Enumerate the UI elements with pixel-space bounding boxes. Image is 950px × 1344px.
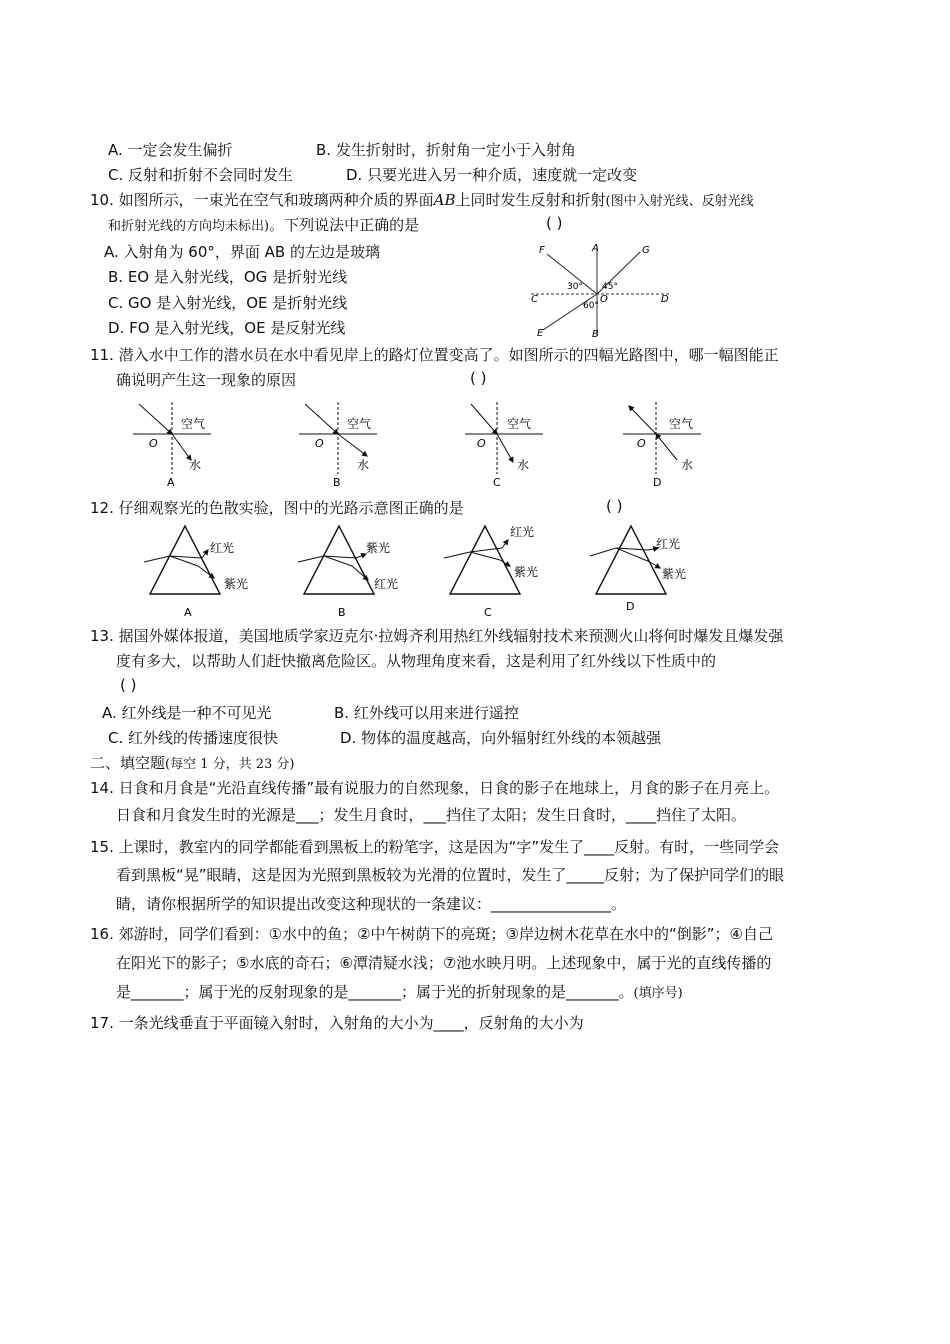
fig-label-b: B	[592, 329, 599, 338]
q10-answer-paren: ( )	[546, 214, 563, 232]
svg-text:D: D	[626, 600, 635, 613]
svg-text:空气: 空气	[181, 417, 206, 431]
svg-text:紫光: 紫光	[662, 567, 687, 581]
q11-diagram-a	[133, 402, 211, 489]
q10-option-d: D. FO 是入射光线，OE 是反射光线	[108, 319, 346, 337]
svg-text:C: C	[484, 606, 492, 619]
fig-angle-30: 30°	[567, 282, 583, 292]
fig-angle-60: 60°	[583, 301, 599, 311]
q13-option-a: A. 红外线是一种不可见光	[102, 704, 272, 722]
fig-label-c: C	[531, 294, 538, 305]
svg-text:O: O	[637, 437, 646, 450]
fig-label-f: F	[539, 245, 545, 256]
q10-refraction-figure	[525, 240, 675, 338]
q11-refraction-diagrams	[125, 398, 725, 490]
q15-line3: 睛，请你根据所学的知识提出改变这种现状的一条建议：________________。	[116, 895, 627, 913]
svg-text:紫光: 紫光	[366, 541, 391, 555]
q16-line3: 是_______；属于光的反射现象的是_______；属于光的折射现象的是_______。(填序号)	[116, 983, 683, 1001]
q12-diagram-a	[144, 526, 248, 619]
svg-text:A: A	[167, 476, 175, 489]
svg-text:A: A	[184, 606, 192, 619]
q13-stem-line1: 13. 据国外媒体报道，美国地质学家迈克尔·拉姆齐利用热红外线辐射技术来预测火山将何时爆发且爆发强	[90, 627, 784, 645]
q11-diagram-d	[623, 402, 701, 489]
svg-text:红光: 红光	[656, 537, 681, 551]
svg-text:水: 水	[189, 458, 202, 472]
q12-diagram-d	[590, 526, 686, 613]
section-2-heading: 二、填空题(每空 1 分，共 23 分)	[90, 754, 295, 772]
q10-stem-line1: 10. 如图所示，一束光在空气和玻璃两种介质的界面AB上同时发生反射和折射(图中入射光线、反射光线	[90, 191, 754, 209]
fig-label-g: G	[642, 245, 650, 256]
q10-option-a: A. 入射角为 60°，界面 AB 的左边是玻璃	[104, 243, 380, 261]
fig-label-e: E	[537, 328, 544, 338]
q14-line2: 日食和月食发生时的光源是___；发生月食时，___挡住了太阳；发生日食时，____挡住了太阳。	[116, 806, 747, 824]
q9-option-a: A. 一定会发生偏折	[108, 141, 233, 159]
fig-label-o: O	[600, 294, 608, 305]
q12-diagram-c	[444, 524, 538, 619]
q11-stem-line2: 确说明产生这一现象的原因	[116, 371, 297, 389]
q9-option-c: C. 反射和折射不会同时发生	[108, 166, 294, 184]
q12-answer-paren: ( )	[606, 497, 623, 515]
svg-text:红光: 红光	[374, 577, 399, 591]
q17-line1: 17. 一条光线垂直于平面镜入射时，入射角的大小为____，反射角的大小为	[90, 1014, 584, 1032]
q13-option-c: C. 红外线的传播速度很快	[108, 729, 279, 747]
q11-answer-paren: ( )	[470, 369, 487, 387]
q11-diagram-b	[299, 402, 377, 489]
svg-text:水: 水	[357, 458, 370, 472]
q15-line1: 15. 上课时，教室内的同学都能看到黑板上的粉笔字，这是因为“字”发生了____反射。有时，一些同学会	[90, 838, 780, 856]
q10-stem-line2: 和折射光线的方向均未标出)。下列说法中正确的是	[108, 216, 420, 234]
q12-diagram-b	[298, 526, 398, 619]
q11-diagram-c	[465, 402, 543, 489]
q9-option-b: B. 发生折射时，折射角一定小于入射角	[316, 141, 576, 159]
q10-option-b: B. EO 是入射光线，OG 是折射光线	[108, 268, 348, 286]
q9-option-d: D. 只要光进入另一种介质，速度就一定改变	[346, 166, 638, 184]
q10-option-c: C. GO 是入射光线，OE 是折射光线	[108, 294, 348, 312]
svg-text:空气: 空气	[347, 417, 372, 431]
svg-text:空气: 空气	[507, 417, 532, 431]
q16-line2: 在阳光下的影子；⑤水底的奇石；⑥潭清疑水浅；⑦池水映月明。上述现象中，属于光的直线传播的	[116, 954, 772, 972]
svg-text:水: 水	[517, 458, 530, 472]
q13-answer-paren: ( )	[120, 676, 137, 694]
svg-text:红光: 红光	[510, 525, 535, 539]
svg-text:C: C	[493, 476, 501, 489]
q13-stem-line2: 度有多大，以帮助人们赶快撤离危险区。从物理角度来看，这是利用了红外线以下性质中的	[116, 652, 717, 670]
q15-line2: 看到黑板“晃”眼睛，这是因为光照到黑板较为光滑的位置时，发生了_____反射；为了保护同学们的眼	[116, 866, 785, 884]
svg-text:D: D	[653, 476, 662, 489]
svg-text:O: O	[477, 437, 486, 450]
q13-option-b: B. 红外线可以用来进行遥控	[334, 704, 519, 722]
svg-text:红光: 红光	[210, 541, 235, 555]
q16-line1: 16. 郊游时，同学们看到：①水中的鱼；②中午树荫下的亮斑；③岸边树木花草在水中的“倒影”；④自己	[90, 925, 773, 943]
fig-label-d: D	[661, 294, 669, 305]
svg-text:紫光: 紫光	[514, 565, 539, 579]
svg-text:O: O	[149, 437, 158, 450]
svg-text:水: 水	[681, 458, 694, 472]
fig-angle-45: 45°	[602, 282, 618, 292]
svg-text:O: O	[315, 437, 324, 450]
q12-prism-diagrams	[140, 522, 700, 620]
svg-text:B: B	[333, 476, 341, 489]
svg-text:空气: 空气	[669, 417, 694, 431]
q12-stem: 12. 仔细观察光的色散实验，图中的光路示意图正确的是	[90, 499, 464, 517]
q11-stem-line1: 11. 潜入水中工作的潜水员在水中看见岸上的路灯位置变高了。如图所示的四幅光路图中，哪一幅图能正	[90, 346, 779, 364]
svg-text:B: B	[338, 606, 346, 619]
svg-text:紫光: 紫光	[224, 577, 249, 591]
q14-line1: 14. 日食和月食是“光沿直线传播”最有说服力的自然现象，日食的影子在地球上，月食的影子在月亮上。	[90, 779, 780, 797]
q13-option-d: D. 物体的温度越高，向外辐射红外线的本领越强	[340, 729, 662, 747]
fig-label-a: A	[592, 243, 599, 254]
